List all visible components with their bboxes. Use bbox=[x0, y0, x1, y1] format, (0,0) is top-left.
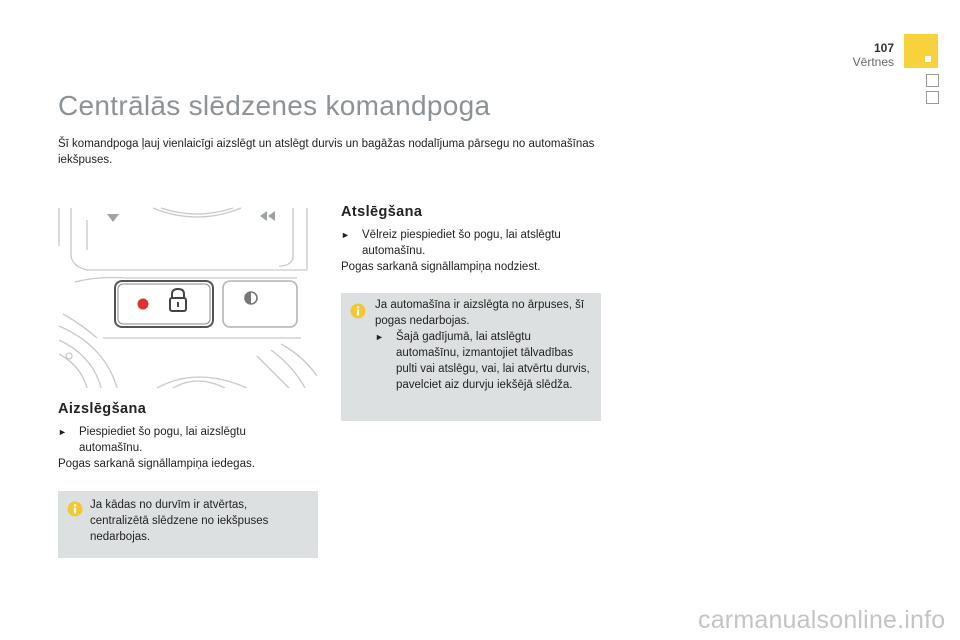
page-title: Centrālās slēdzenes komandpoga bbox=[58, 90, 491, 121]
arrow-right-icon: ► bbox=[375, 332, 384, 342]
indicator-lamp bbox=[138, 299, 149, 310]
locking-bullet: ► Piespiediet šo pogu, lai aizslēgtu automašīnu. bbox=[58, 426, 246, 454]
chapter-tab[interactable] bbox=[926, 74, 939, 87]
tab-marker-icon bbox=[925, 56, 931, 62]
locking-info-box bbox=[58, 491, 318, 558]
unlocking-info-bullet: ► Šajā gadījumā, lai atslēgtu automašīnu, izmantojiet tālvadības pulti vai atslēgu, vai, lai atvērtu durvis, pavelciet aiz durvju iekšējā slēdža. bbox=[375, 331, 590, 391]
chapter-tab-active[interactable] bbox=[904, 34, 938, 68]
locking-info-text: Ja kādas no durvīm ir atvērtas, centralizētā slēdzene no iekšpuses nedarbojas. bbox=[90, 499, 269, 543]
arrow-right-icon: ► bbox=[341, 230, 350, 240]
watermark: carmanualsonline.info bbox=[698, 606, 946, 634]
info-icon bbox=[350, 303, 366, 319]
chapter-tab[interactable] bbox=[926, 91, 939, 104]
unlocking-note: Pogas sarkanā signāllampiņa nodziest. bbox=[341, 261, 541, 273]
section-name: Vērtnes bbox=[852, 55, 894, 69]
unlocking-info-text: Ja automašīna ir aizslēgta no ārpuses, šī pogas nedarbojas. bbox=[375, 299, 585, 327]
page-number: 107 bbox=[873, 41, 894, 55]
unlocking-bullet: ► Vēlreiz piespiediet šo pogu, lai atslēgtu automašīnu. bbox=[341, 229, 561, 257]
unlocking-info-box bbox=[341, 293, 601, 421]
unlocking-heading: Atslēgšana bbox=[341, 204, 423, 220]
arrow-right-icon: ► bbox=[58, 427, 67, 437]
rewind-icon bbox=[260, 211, 275, 221]
locking-heading: Aizslēgšana bbox=[58, 401, 147, 417]
locking-note: Pogas sarkanā signāllampiņa iedegas. bbox=[58, 458, 255, 470]
central-locking-button-illustration bbox=[57, 206, 319, 388]
info-icon bbox=[67, 501, 83, 517]
intro-text: Šī komandpoga ļauj vienlaicīgi aizslēgt un atslēgt durvis un bagāžas nodalījuma pārsegu no automašīnas iekšpuses. bbox=[58, 138, 595, 166]
down-arrow-icon bbox=[107, 214, 119, 222]
